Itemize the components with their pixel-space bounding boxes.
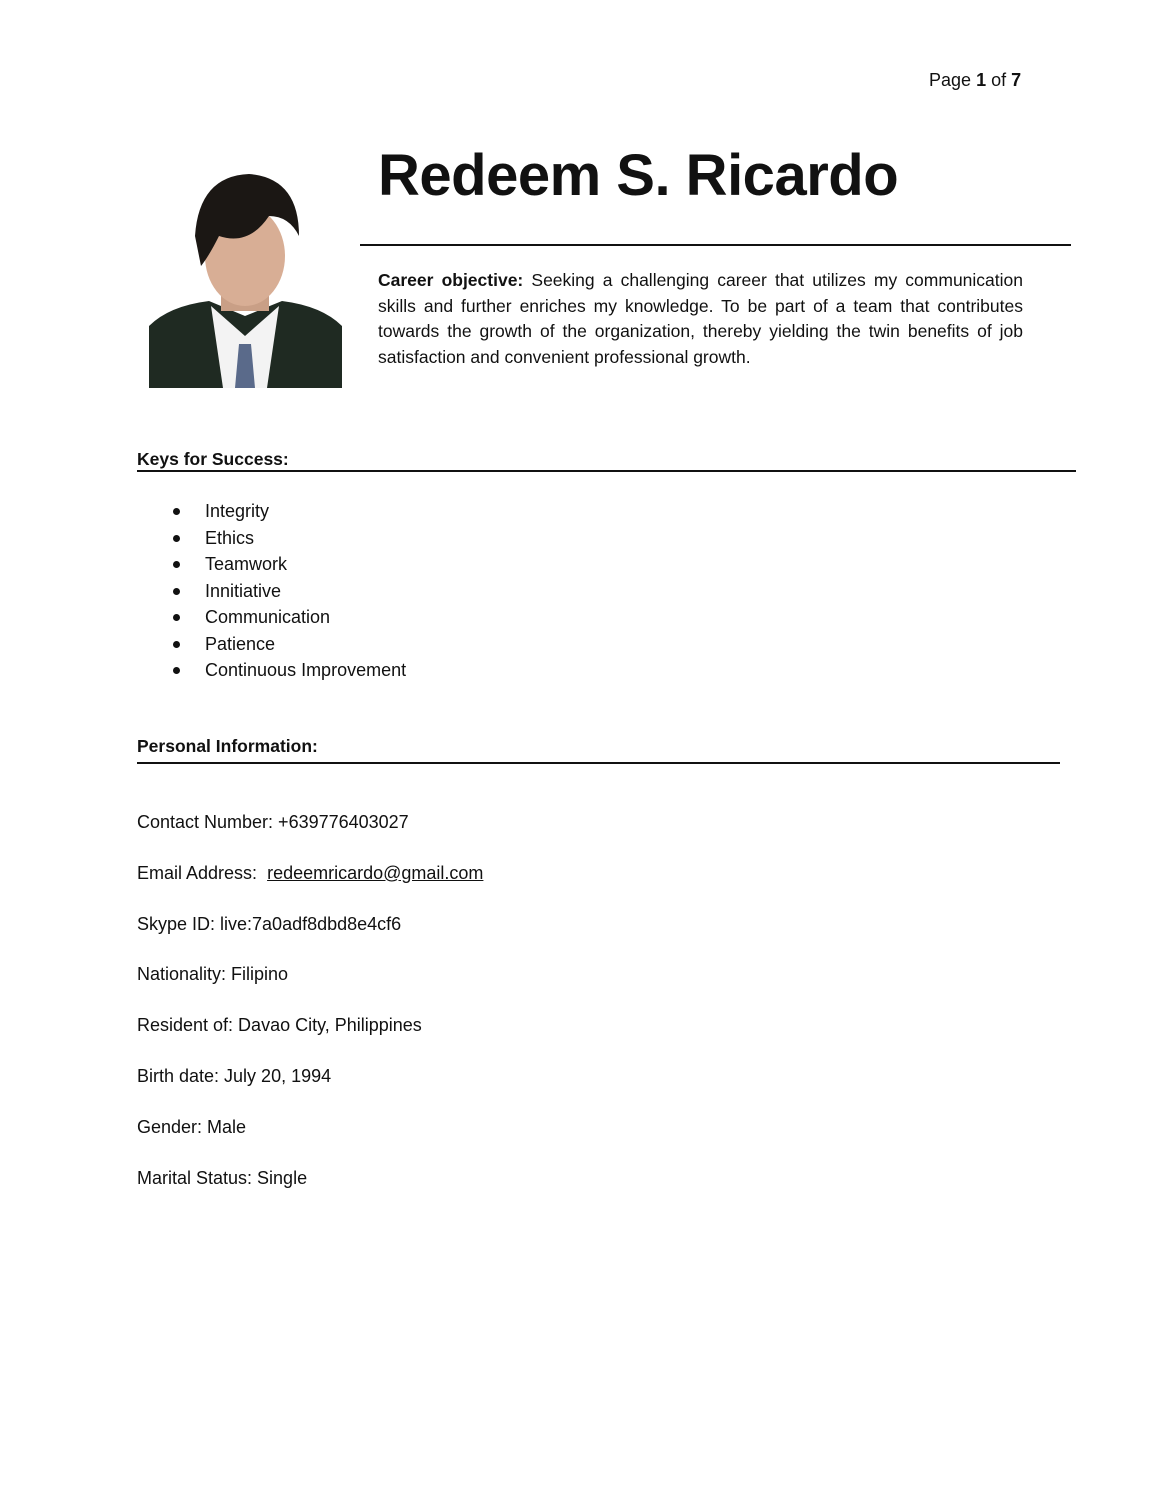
residence: Resident of: Davao City, Philippines <box>137 1015 422 1036</box>
profile-photo <box>149 166 342 388</box>
career-objective: Career objective: Seeking a challenging career that utilizes my communication skills and further enriches my knowledge. To be part of a team that contributes towards the growth of the organization, thereby yielding the twin benefits of job satisfaction and convenient professional growth. <box>378 270 1023 367</box>
list-item: Teamwork <box>137 551 406 578</box>
email-row: Email Address: redeemricardo@gmail.com <box>137 862 484 883</box>
list-item: Communication <box>137 604 406 631</box>
list-item: Continuous Improvement <box>137 657 406 684</box>
gender: Gender: Male <box>137 1116 247 1137</box>
keys-divider <box>137 470 1076 472</box>
birth-date: Birth date: July 20, 1994 <box>137 1065 332 1086</box>
list-item: Patience <box>137 631 406 658</box>
list-item: Innitiative <box>137 578 406 605</box>
keys-heading: Keys for Success: <box>137 449 289 469</box>
list-item: Integrity <box>137 498 406 525</box>
list-item: Ethics <box>137 525 406 552</box>
skype-id: Skype ID: live:7a0adf8dbd8e4cf6 <box>137 913 402 934</box>
email-link[interactable]: redeemricardo@gmail.com <box>267 862 484 883</box>
personal-divider <box>137 762 1060 764</box>
contact-number: Contact Number: +639776403027 <box>137 812 409 832</box>
page-indicator: Page 1 of 7 <box>929 70 1022 90</box>
keys-list <box>137 498 406 684</box>
marital-status: Marital Status: Single <box>137 1167 308 1188</box>
personal-info <box>137 810 483 1216</box>
candidate-name: Redeem S. Ricardo <box>378 143 899 208</box>
personal-heading: Personal Information: <box>137 736 318 756</box>
title-divider <box>360 244 1071 246</box>
nationality: Nationality: Filipino <box>137 964 289 985</box>
